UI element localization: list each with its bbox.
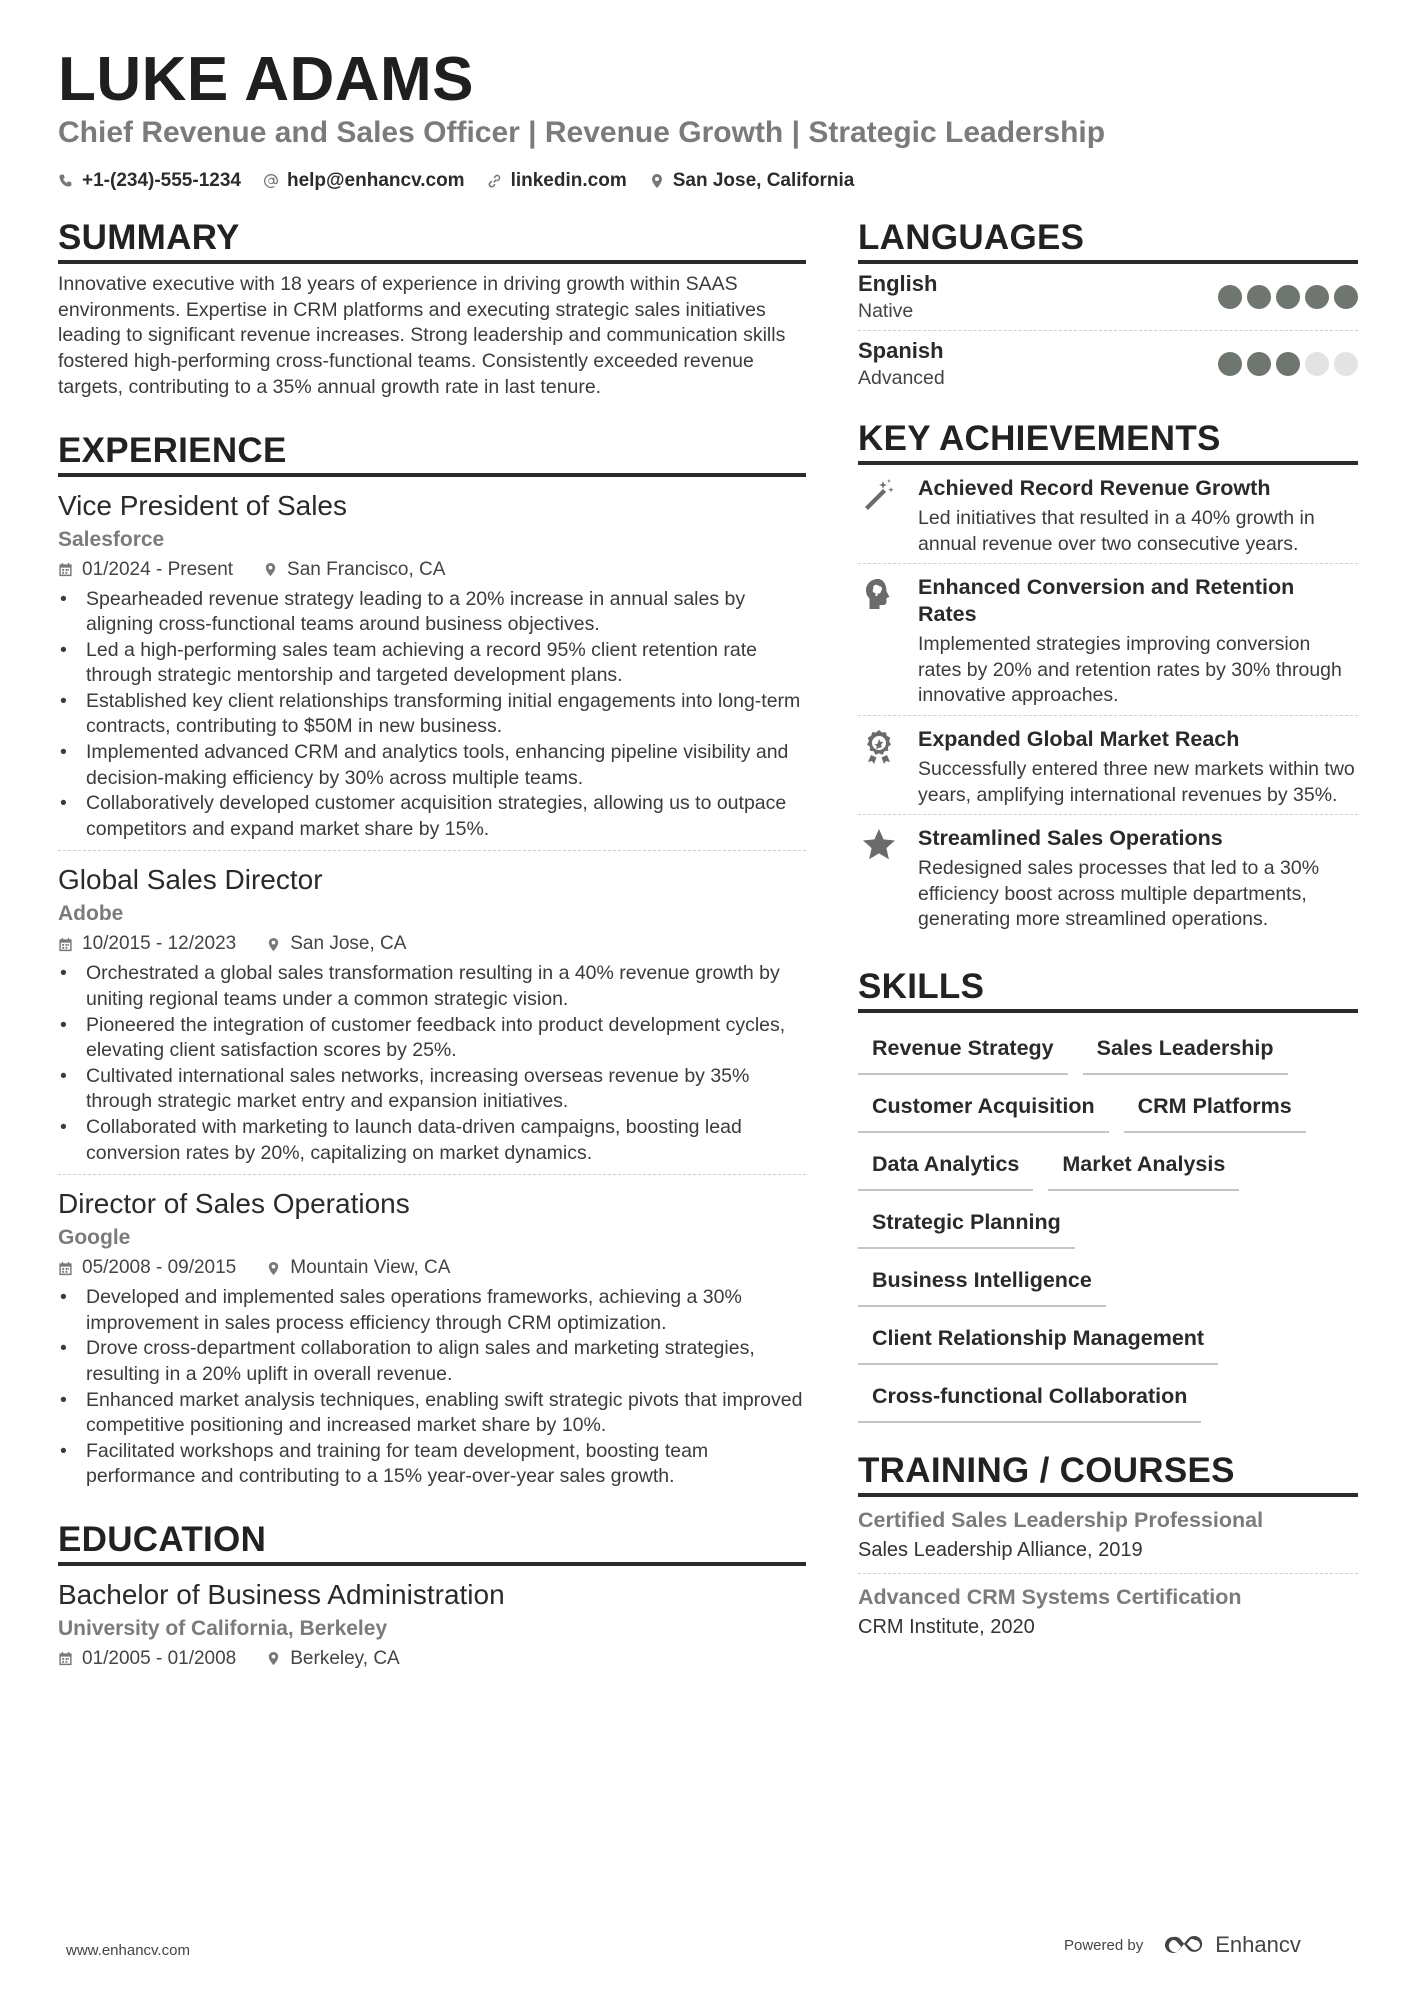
- job-dates: 01/2024 - Present: [82, 558, 234, 580]
- experience-section: [58, 431, 806, 1490]
- achievement-item: [858, 716, 1358, 814]
- bullet-item: • Enhanced market analysis techniques, enabling swift strategic pivots that improved competitive positioning and increased market share by 10%.: [58, 1388, 806, 1439]
- language-level: Native: [858, 300, 914, 322]
- skill-tag: Business Intelligence: [858, 1253, 1106, 1307]
- skill-tag: Data Analytics: [858, 1137, 1033, 1191]
- job-meta: [58, 1253, 806, 1283]
- candidate-headline: Chief Revenue and Sales Officer | Revenue Growth | Strategic Leadership: [58, 116, 1106, 149]
- footer-branding: [1064, 1932, 1301, 1958]
- skill-tag: Cross-functional Collaboration: [858, 1369, 1201, 1423]
- left-column: [58, 218, 806, 1674]
- achievement-item: [858, 465, 1358, 563]
- rating-dot: [1247, 285, 1271, 309]
- school-name: University of California, Berkeley: [58, 1616, 388, 1640]
- training-heading: TRAINING / COURSES: [858, 1451, 1358, 1497]
- candidate-name: LUKE ADAMS: [58, 45, 475, 114]
- location-pin-icon: [649, 173, 665, 189]
- bullet-item: • Spearheaded revenue strategy leading to a 20% increase in annual sales by aligning cross-functional teams around business objectives.: [58, 587, 806, 638]
- magic-wand-icon: [861, 477, 897, 513]
- summary-heading: SUMMARY: [58, 218, 806, 264]
- star-icon: [861, 827, 897, 863]
- achievement-description: Redesigned sales processes that led to a 30% efficiency boost across multiple departments, generating more streamlined operations.: [918, 857, 1320, 931]
- phone-text: +1-(234)-555-1234: [82, 170, 241, 191]
- language-name: Spanish: [858, 338, 944, 363]
- location-pin-icon: [266, 1261, 281, 1276]
- bullet-item: • Pioneered the integration of customer feedback into product development cycles, elevating client satisfaction scores by 25%.: [58, 1013, 806, 1064]
- location-text: San Jose, California: [672, 170, 855, 191]
- bullet-item: • Collaboratively developed customer acquisition strategies, allowing us to outpace competitors and expand market share by 15%.: [58, 791, 806, 842]
- achievement-title: Streamlined Sales Operations: [918, 826, 1223, 851]
- language-rating: [1218, 352, 1358, 376]
- achievement-title: Expanded Global Market Reach: [918, 726, 1240, 751]
- job-title: Director of Sales Operations: [58, 1188, 410, 1220]
- bullet-item: • Orchestrated a global sales transformation resulting in a 40% revenue growth by uniting regional teams under a common strategic vision.: [58, 961, 806, 1012]
- rating-dot: [1276, 285, 1300, 309]
- rating-dot: [1305, 352, 1329, 376]
- company-name: Adobe: [58, 902, 124, 926]
- job-location: San Francisco, CA: [287, 558, 446, 580]
- job-title: Global Sales Director: [58, 864, 323, 896]
- education-meta: [58, 1644, 806, 1674]
- link-icon: [487, 173, 503, 189]
- education-dates: 01/2005 - 01/2008: [82, 1647, 237, 1669]
- bullet-item: • Implemented advanced CRM and analytics tools, enhancing pipeline visibility and decision-making efficiency by 30% across multiple teams.: [58, 740, 806, 791]
- rating-dot: [1334, 285, 1358, 309]
- location-pin-icon: [266, 937, 281, 952]
- rating-dot: [1334, 352, 1358, 376]
- footer-website[interactable]: www.enhancv.com: [66, 1942, 190, 1959]
- job-meta: [58, 929, 806, 959]
- bullet-item: • Cultivated international sales networks, increasing overseas revenue by 35% through strategic market entry and expansion initiatives.: [58, 1064, 806, 1115]
- skill-tag: CRM Platforms: [1124, 1079, 1306, 1133]
- language-item: [858, 264, 1358, 330]
- course-provider: Sales Leadership Alliance, 2019: [858, 1538, 1143, 1561]
- calendar-icon: [58, 1261, 73, 1276]
- achievement-title: Enhanced Conversion and Retention Rates: [918, 575, 1295, 627]
- bullet-item: • Drove cross-department collaboration to align sales and marketing strategies, resulting in a 20% uplift in overall revenue.: [58, 1336, 806, 1387]
- divider: [58, 850, 806, 851]
- achievement-item: [858, 564, 1358, 715]
- right-column: [858, 218, 1358, 1646]
- location-pin-icon: [266, 1651, 281, 1666]
- rating-dot: [1247, 352, 1271, 376]
- bullet-item: • Led a high-performing sales team achieving a record 95% client retention rate through strategic mentorship and targeted development plans.: [58, 638, 806, 689]
- skill-tag: Client Relationship Management: [858, 1311, 1218, 1365]
- rating-dot: [1218, 352, 1242, 376]
- contact-email[interactable]: [263, 170, 465, 192]
- languages-section: [858, 218, 1358, 397]
- education-heading: EDUCATION: [58, 1520, 806, 1566]
- rating-dot: [1305, 285, 1329, 309]
- job-location: Mountain View, CA: [290, 1257, 451, 1279]
- skill-tag: Customer Acquisition: [858, 1079, 1109, 1133]
- email-text: help@enhancv.com: [286, 170, 465, 191]
- education-section: [58, 1520, 806, 1674]
- language-level: Advanced: [858, 367, 945, 389]
- summary-text: Innovative executive with 18 years of experience in driving growth within SAAS environments. Expertise in CRM platforms and executing strategic sales initiatives leading to significant revenue increases. Strong leadership and communication skills fostered high-performing cross-functional teams. Consistently exceeded revenue targets, contributing to a 35% annual growth rate in last tenure.: [58, 273, 786, 398]
- skill-tag: Sales Leadership: [1083, 1021, 1288, 1075]
- rating-dot: [1276, 352, 1300, 376]
- powered-by-label: Powered by: [1064, 1936, 1144, 1954]
- divider: [58, 1174, 806, 1175]
- contact-linkedin[interactable]: [487, 170, 627, 192]
- job-dates: 10/2015 - 12/2023: [82, 933, 237, 955]
- rating-dot: [1218, 285, 1242, 309]
- degree-title: Bachelor of Business Administration: [58, 1578, 505, 1610]
- bullet-item: • Facilitated workshops and training for team development, boosting team performance and contributing to a 15% year-over-year sales growth.: [58, 1439, 806, 1490]
- bullet-item: • Established key client relationships transforming initial engagements into long-term contracts, contributing to $50M in new business.: [58, 689, 806, 740]
- job-bullets: [58, 587, 806, 843]
- job-bullets: [58, 961, 806, 1166]
- contact-bar: [58, 170, 854, 192]
- achievement-title: Achieved Record Revenue Growth: [918, 476, 1271, 500]
- enhancv-logo-icon: [1161, 1933, 1207, 1957]
- contact-phone[interactable]: [58, 170, 241, 192]
- skill-tag: Revenue Strategy: [858, 1021, 1068, 1075]
- language-item: [858, 331, 1358, 397]
- job-location: San Jose, CA: [290, 933, 407, 955]
- language-name: English: [858, 271, 938, 296]
- summary-section: [58, 218, 806, 401]
- experience-heading: EXPERIENCE: [58, 431, 806, 477]
- award-ribbon-icon: [861, 728, 897, 764]
- languages-heading: LANGUAGES: [858, 218, 1358, 264]
- training-section: [858, 1451, 1358, 1646]
- job-title: Vice President of Sales: [58, 489, 347, 521]
- experience-entry: [58, 487, 806, 852]
- divider: [858, 1573, 1358, 1574]
- bullet-item: • Developed and implemented sales operations frameworks, achieving a 30% improvement in sales process efficiency through CRM optimization.: [58, 1285, 806, 1336]
- skills-list: [858, 1013, 1358, 1423]
- education-location: Berkeley, CA: [290, 1647, 400, 1669]
- company-name: Google: [58, 1226, 131, 1250]
- company-name: Salesforce: [58, 527, 165, 551]
- brand-name: Enhancv: [1215, 1932, 1301, 1957]
- course-title: Certified Sales Leadership Professional: [858, 1507, 1264, 1532]
- language-rating: [1218, 285, 1358, 309]
- achievements-section: [858, 419, 1358, 939]
- head-brain-icon: [861, 576, 897, 612]
- calendar-icon: [58, 1651, 73, 1666]
- achievement-description: Implemented strategies improving conversion rates by 20% and retention rates by 30% through innovative approaches.: [918, 633, 1342, 707]
- experience-entry: [58, 1185, 806, 1490]
- job-meta: [58, 555, 806, 585]
- location-pin-icon: [263, 562, 278, 577]
- course-title: Advanced CRM Systems Certification: [858, 1584, 1242, 1609]
- calendar-icon: [58, 937, 73, 952]
- achievement-description: Led initiatives that resulted in a 40% growth in annual revenue over two consecutive years.: [918, 507, 1315, 555]
- job-bullets: [58, 1285, 806, 1490]
- course-provider: CRM Institute, 2020: [858, 1615, 1035, 1638]
- phone-icon: [58, 173, 74, 189]
- linkedin-text: linkedin.com: [510, 170, 627, 191]
- achievement-description: Successfully entered three new markets within two years, amplifying international revenues by 35%.: [918, 757, 1355, 806]
- job-dates: 05/2008 - 09/2015: [82, 1257, 237, 1279]
- brand-logo[interactable]: [1161, 1932, 1301, 1958]
- bullet-item: • Collaborated with marketing to launch data-driven campaigns, boosting lead conversion rates by 20%, capitalizing on market dynamics.: [58, 1115, 806, 1166]
- calendar-icon: [58, 562, 73, 577]
- skills-section: [858, 967, 1358, 1423]
- contact-location: [649, 170, 855, 192]
- education-entry: [58, 1576, 806, 1674]
- skill-tag: Market Analysis: [1048, 1137, 1239, 1191]
- experience-entry: [58, 861, 806, 1175]
- skills-heading: SKILLS: [858, 967, 1358, 1013]
- achievements-heading: KEY ACHIEVEMENTS: [858, 419, 1358, 465]
- skill-tag: Strategic Planning: [858, 1195, 1075, 1249]
- at-sign-icon: [263, 173, 279, 189]
- achievement-item: [858, 815, 1358, 939]
